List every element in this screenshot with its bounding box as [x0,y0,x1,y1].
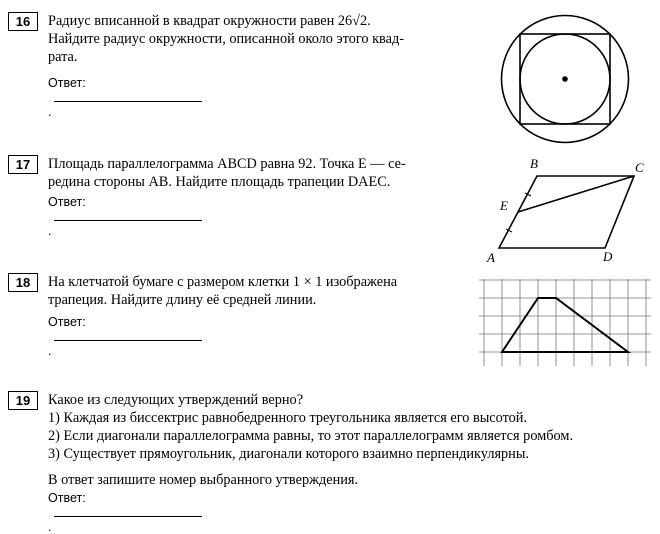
answer-field[interactable] [48,315,202,358]
task-number: 18 [8,273,38,292]
label-d: D [603,249,613,264]
answer-field[interactable] [48,195,202,238]
task-line: Найдите радиус окружности, описанной около этого квад- [48,31,404,47]
task-text [48,155,406,191]
task-number: 19 [8,391,38,410]
task-line: На клетчатой бумаге с размером клетки 1 × 1 изображена [48,274,398,290]
answer-suffix: . [48,520,52,534]
answer-label: Ответ: [48,76,86,90]
task-line: 3) Существует прямоугольник, диагонали которого взаимно перпендикулярны. [48,446,530,462]
task-line: трапеция. Найдите длину её средней линии. [48,292,317,308]
task-line: 2) Если диагонали параллелограмма равны, то этот параллелограмм является ромбом. [48,428,574,444]
answer-suffix: . [48,344,52,358]
task-line: рата. [48,49,78,65]
figure-16-circle-square [499,13,631,145]
task-text [48,391,573,489]
answer-label: Ответ: [48,491,86,505]
label-a: A [487,250,495,265]
task-line: 1) Каждая из биссектрис равнобедренного треугольника является его высотой. [48,410,528,426]
answer-label: Ответ: [48,315,86,329]
answer-suffix: . [48,224,52,238]
task-line: Площадь параллелограмма ABCD равна 92. Точка E — се- [48,156,406,172]
trapezoid [502,298,628,352]
task-line: редина стороны AB. Найдите площадь трапеции DAEC. [48,174,391,190]
answer-suffix: . [48,105,52,119]
label-e: E [500,198,508,213]
label-b: B [530,156,538,171]
answer-field[interactable] [48,491,202,534]
answer-blank[interactable] [54,90,202,102]
answer-field[interactable] [48,76,202,119]
task-number: 17 [8,155,38,174]
label-c: C [635,160,644,175]
answer-blank[interactable] [54,329,202,341]
center-point [562,76,568,82]
task-line: Какое из следующих утверждений верно? [48,392,304,408]
segment-ec [518,176,634,212]
task-text [48,12,404,66]
figure-18-grid-trapezoid [474,274,658,370]
task-instruction: В ответ запишите номер выбранного утверждения. [48,472,359,488]
task-line: Радиус вписанной в квадрат окружности равен 26√2. [48,13,371,29]
answer-label: Ответ: [48,195,86,209]
answer-blank[interactable] [54,505,202,517]
answer-blank[interactable] [54,209,202,221]
task-number: 16 [8,12,38,31]
figure-17-parallelogram [480,155,660,270]
task-text [48,273,397,309]
